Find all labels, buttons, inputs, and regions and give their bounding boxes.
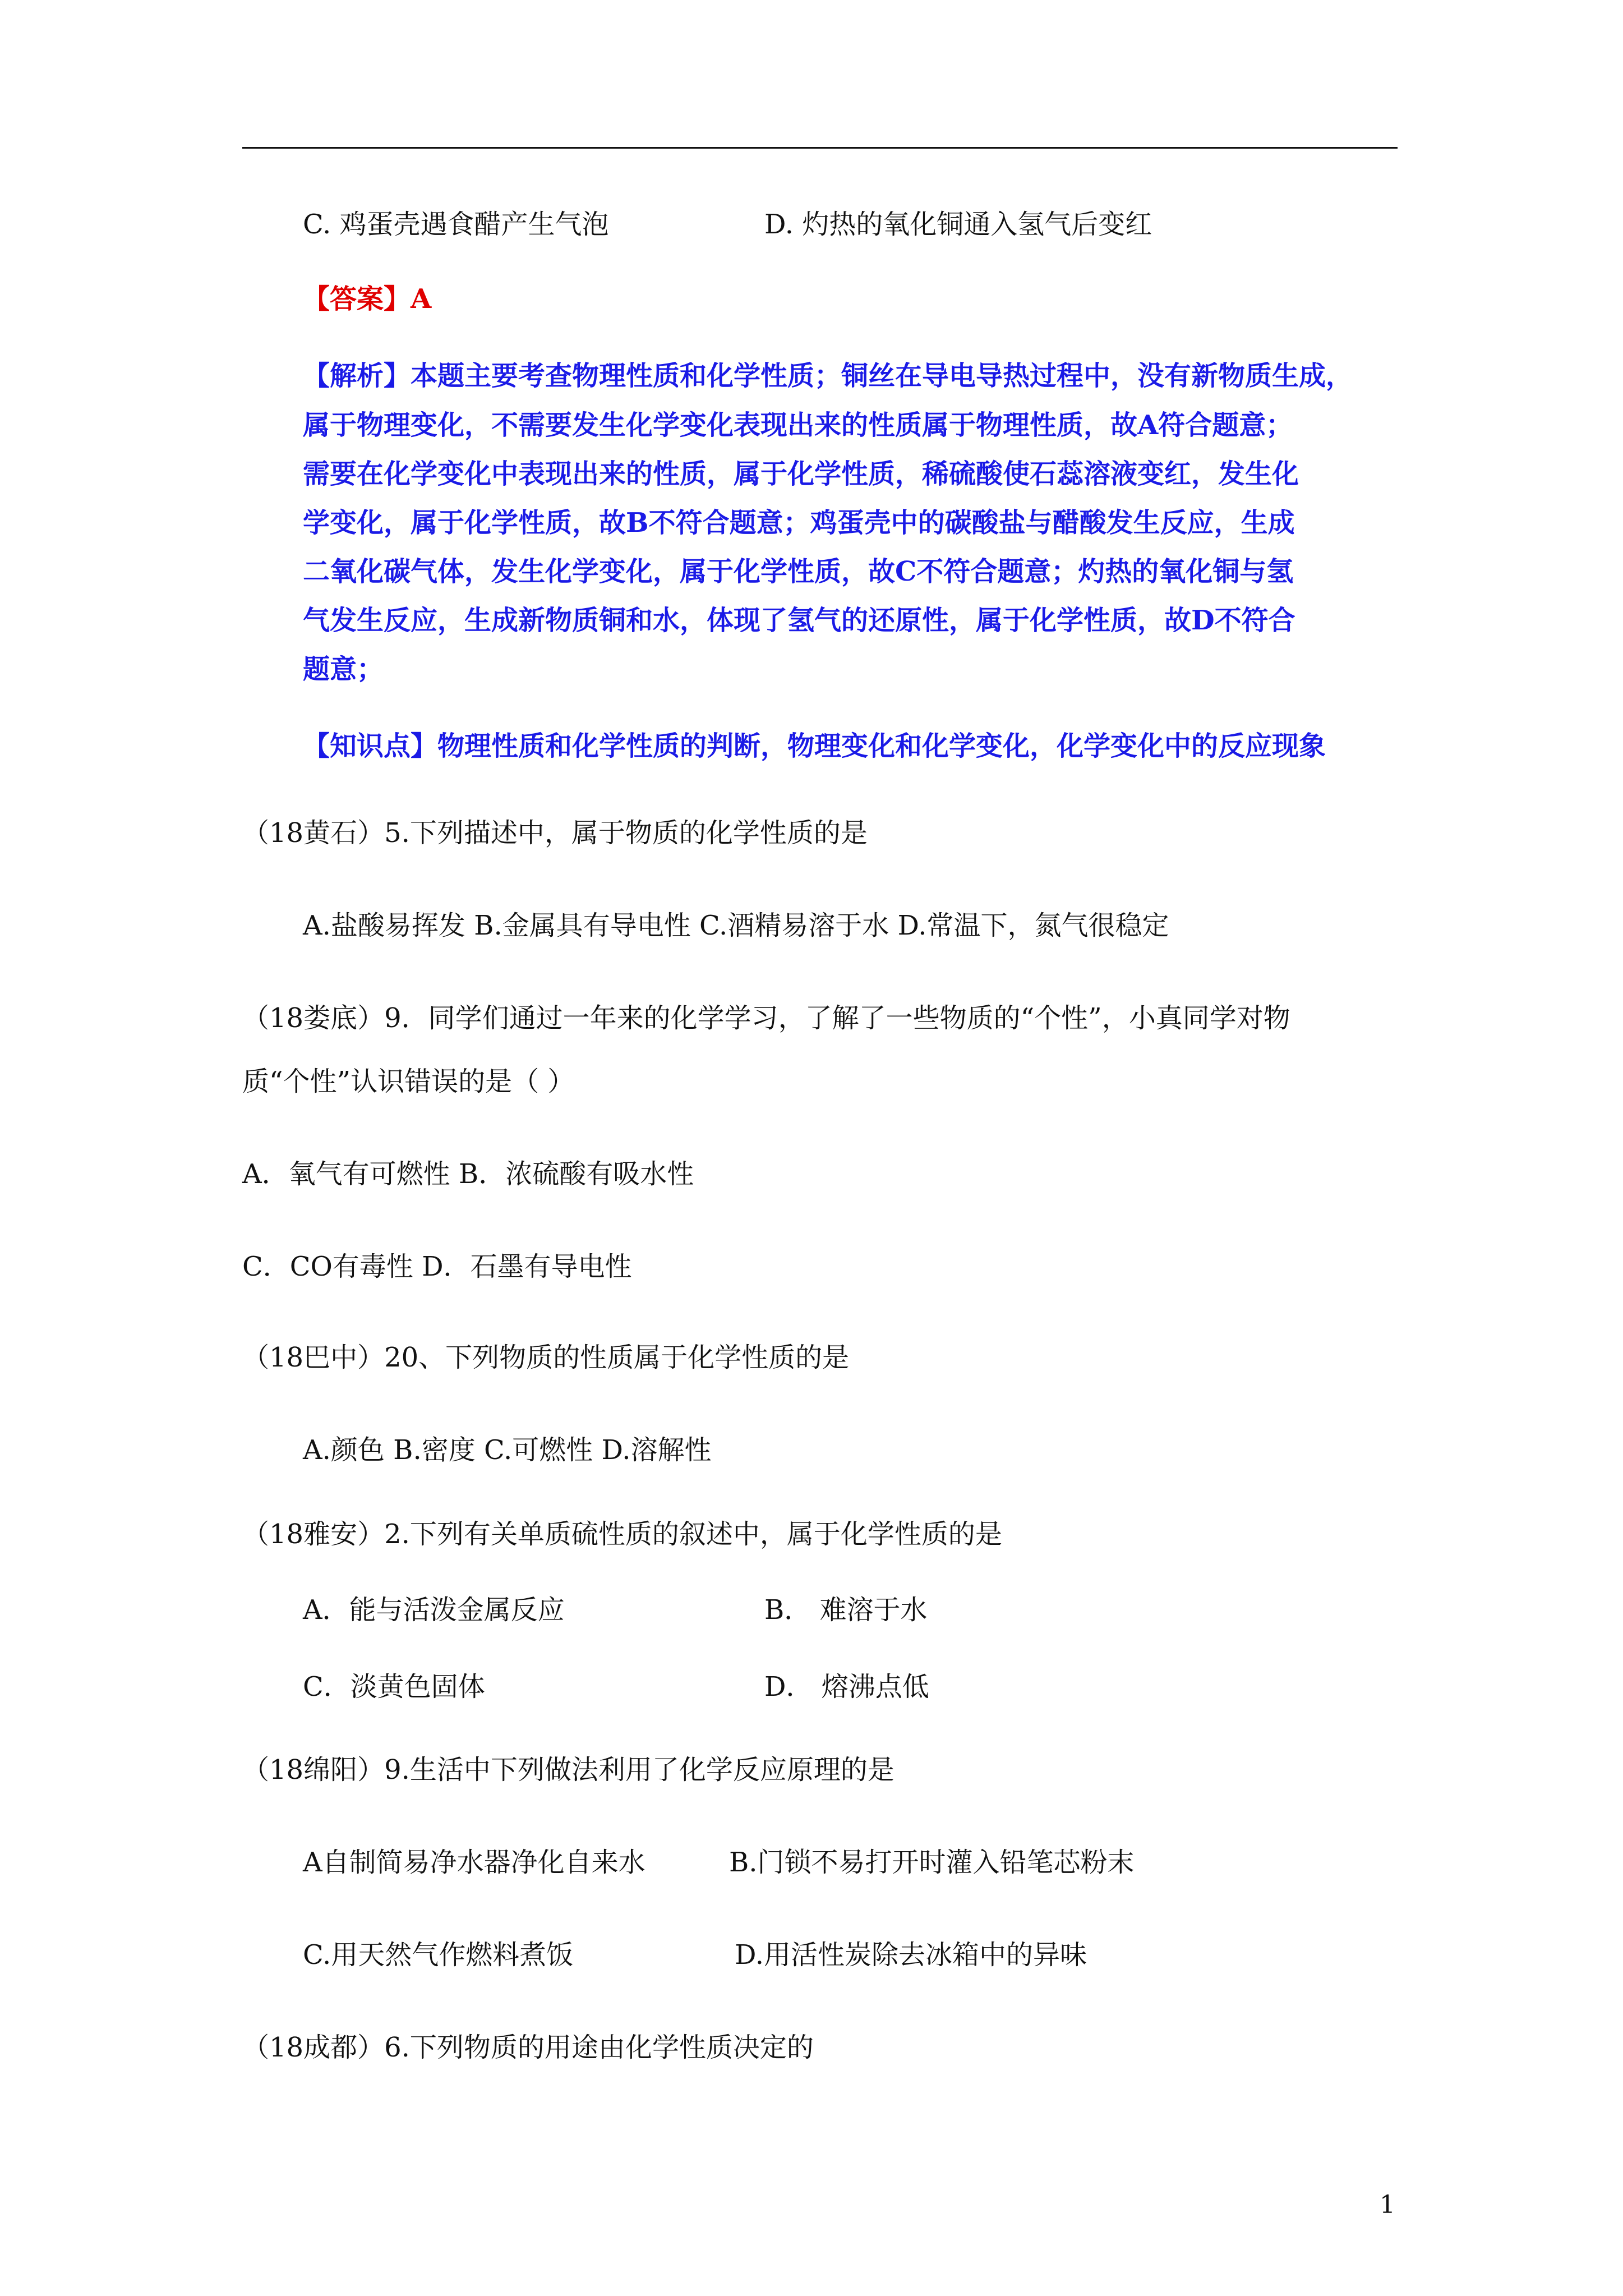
analysis-line-1 (303, 359, 1353, 393)
q-yaan-option-b: B． 难溶于水 (764, 1594, 928, 1626)
q-loudi-options-ab: A．氧气有可燃性 B．浓硫酸有吸水性 (242, 1158, 694, 1190)
q-mianyang-option-a: A自制简易净水器净化自来水 (303, 1847, 645, 1878)
q-yaan-option-a: A．能与活泼金属反应 (303, 1594, 565, 1626)
q-mianyang-option-b: B.门锁不易打开时灌入铅笔芯粉末 (729, 1847, 1135, 1878)
q4-option-d: D. 灼热的氧化铜通入氢气后变红 (764, 209, 1152, 240)
q-loudi-stem-2: 质“个性”认识错误的是（ ） (242, 1066, 575, 1097)
analysis-line-2: 属于物理变化，不需要发生化学变化表现出来的性质属于物理性质，故A符合题意； (303, 409, 1293, 441)
knowledge-label: 【知识点】 (303, 730, 438, 762)
q-chengdu-stem: （18成都）6.下列物质的用途由化学性质决定的 (242, 2032, 814, 2063)
q-yaan-option-c: C．淡黄色固体 (303, 1671, 485, 1703)
analysis-line-4: 学变化，属于化学性质，故B不符合题意；鸡蛋壳中的碳酸盐与醋酸发生反应，生成 (303, 507, 1295, 539)
q-mianyang-option-d: D.用活性炭除去冰箱中的异味 (735, 1939, 1087, 1971)
page-number: 1 (1380, 2191, 1395, 2219)
q-bazhong-stem: （18巴中）20、下列物质的性质属于化学性质的是 (242, 1342, 850, 1373)
q-mianyang-stem: （18绵阳）9.生活中下列做法利用了化学反应原理的是 (242, 1754, 895, 1786)
analysis-label: 【解析】 (303, 360, 411, 392)
q-yaan-option-d: D． 熔沸点低 (764, 1671, 929, 1703)
answer-label: 【答案】 (303, 283, 411, 315)
analysis-line-7: 题意； (303, 654, 384, 685)
analysis-text: 本题主要考查物理性质和化学性质；铜丝在导电导热过程中，没有新物质生成， (411, 360, 1353, 392)
header-rule (242, 147, 1398, 149)
knowledge-text: 物理性质和化学性质的判断，物理变化和化学变化，化学变化中的反应现象 (437, 730, 1326, 762)
q-huangshi-stem: （18黄石）5.下列描述中，属于物质的化学性质的是 (242, 817, 868, 849)
q4-option-c: C. 鸡蛋壳遇食醋产生气泡 (303, 209, 609, 240)
q-loudi-stem-1: （18娄底）9．同学们通过一年来的化学学习，了解了一些物质的“个性”，小真同学对物 (242, 1002, 1290, 1034)
q-yaan-stem: （18雅安）2.下列有关单质硫性质的叙述中，属于化学性质的是 (242, 1519, 1002, 1550)
analysis-line-3: 需要在化学变化中表现出来的性质，属于化学性质，稀硫酸使石蕊溶液变红，发生化 (303, 458, 1299, 490)
q-loudi-options-cd: C．CO有毒性 D．石墨有导电性 (242, 1251, 632, 1282)
answer-row (303, 282, 431, 316)
q-huangshi-options: A.盐酸易挥发 B.金属具有导电性 C.酒精易溶于水 D.常温下，氮气很稳定 (303, 910, 1169, 941)
analysis-line-6: 气发生反应，生成新物质铜和水，体现了氢气的还原性，属于化学性质，故D不符合 (303, 605, 1295, 636)
analysis-line-5: 二氧化碳气体，发生化学变化，属于化学性质，故C不符合题意；灼热的氧化铜与氢 (303, 556, 1294, 587)
q-bazhong-options: A.颜色 B.密度 C.可燃性 D.溶解性 (303, 1434, 712, 1466)
knowledge-row (303, 729, 1326, 763)
answer-value: A (411, 283, 432, 315)
q-mianyang-option-c: C.用天然气作燃料煮饭 (303, 1939, 574, 1971)
